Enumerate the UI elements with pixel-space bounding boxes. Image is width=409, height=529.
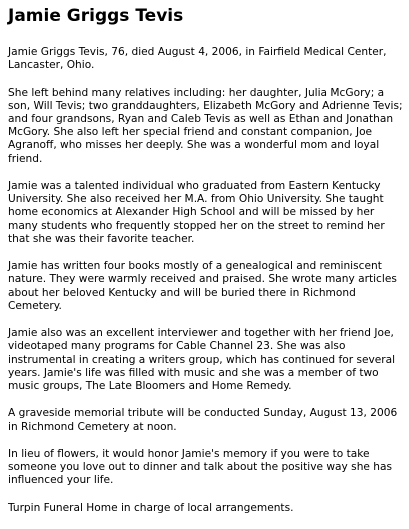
paragraph-in-lieu-of-flowers: In lieu of flowers, it would honor Jamie's memory if you were to take someone you love out to dinner and talk about the positive way she has influenced your life.: [8, 448, 393, 487]
paragraph-education-career: Jamie was a talented individual who graduated from Eastern Kentucky University. She also received her M.A. from Ohio University. She taught home economics at Alexander High School and will be missed by her many students who frequently stopped her on the street to remind her that she was their favorite teacher.: [8, 180, 385, 245]
page-title: Jamie Griggs Tevis: [8, 6, 184, 26]
paragraph-death-notice: Jamie Griggs Tevis, 76, died August 4, 2006, in Fairfield Medical Center, Lancaster, Ohio.: [8, 46, 387, 72]
paragraph-memorial-service: A graveside memorial tribute will be conducted Sunday, August 13, 2006 in Richmond Cemetery at noon.: [8, 407, 398, 433]
paragraph-books: Jamie has written four books mostly of a genealogical and reminiscent nature. They were warmly received and praised. She wrote many articles about her beloved Kentucky and will be buried there in Richmond Cemetery.: [8, 260, 397, 312]
paragraph-funeral-home: Turpin Funeral Home in charge of local arrangements.: [8, 501, 294, 514]
paragraph-survivors: She left behind many relatives including: her daughter, Julia McGory; a son, Will Tevis; two granddaughters, Elizabeth McGory and Adrienne Tevis; and four grandsons, Ryan and Caleb Tevis as well as Ethan and Jonathan McGory. She also left her special friend and constant companion, Joe Agranoff, who misses her deeply. She was a wonderful mom and loyal friend.: [8, 86, 403, 165]
paragraph-community: Jamie also was an excellent interviewer and together with her friend Joe, videotaped many programs for Cable Channel 23. She was also instrumental in creating a writers group, which has continued for several years. Jamie's life was filled with music and she was a member of two music groups, The Late Bloomers and Home Remedy.: [8, 327, 396, 393]
obituary-page: [8, 6, 404, 529]
